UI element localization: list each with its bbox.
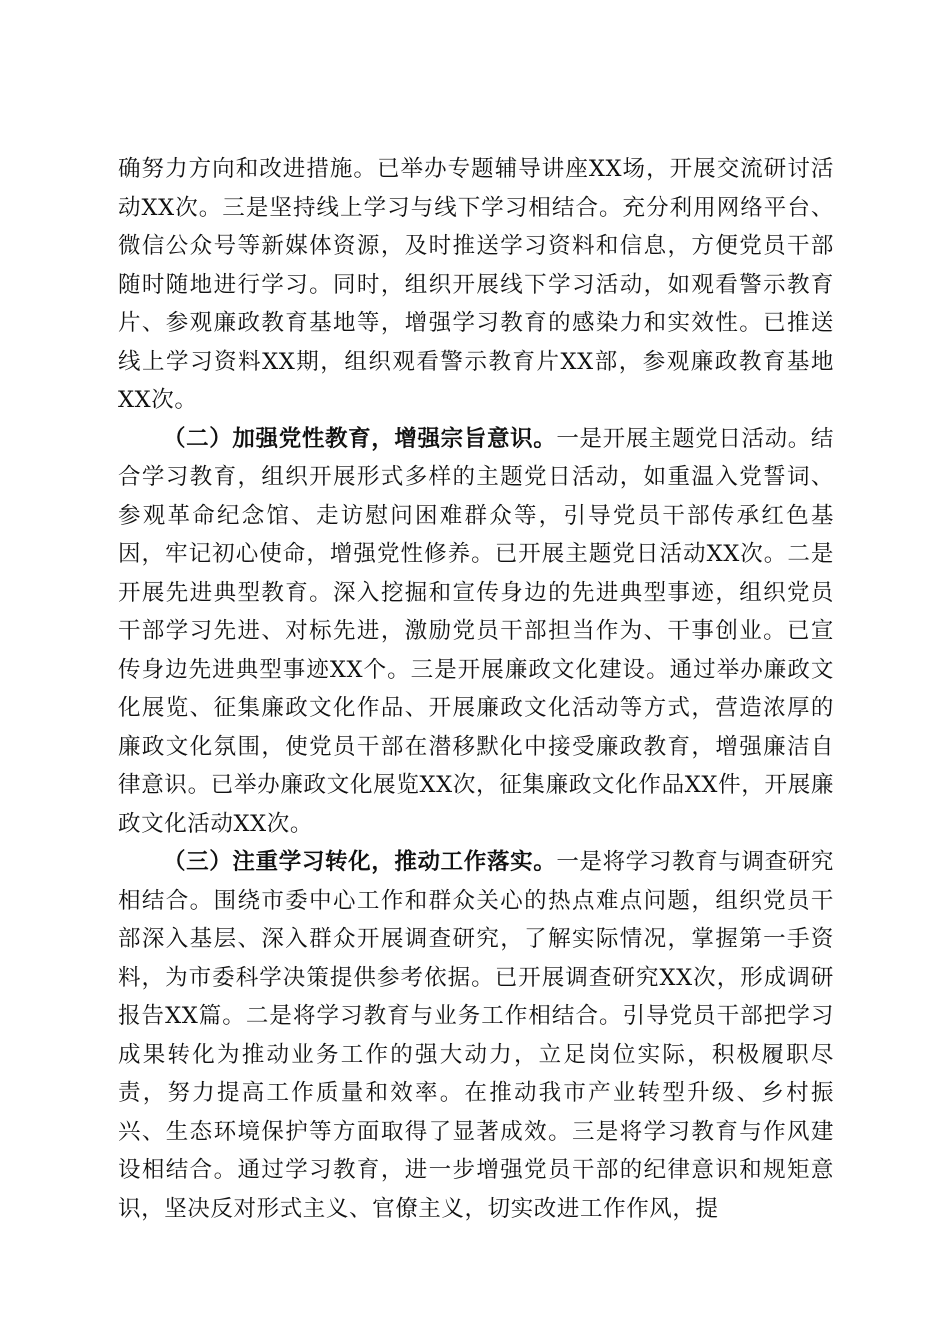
- section-heading: （三）注重学习转化，推动工作落实。: [163, 849, 557, 875]
- document-body: [118, 150, 834, 1228]
- paragraph-text: 一是将学习教育与调查研究相结合。围绕市委中心工作和群众关心的热点难点问题，组织党员干部深入基层、深入群众开展调查研究，了解实际情况，掌握第一手资料，为市委科学决策提供参考依据。已开展调查研究XX次，形成调研报告XX篇。二是将学习教育与业务工作相结合。引导党员干部把学习成果转化为推动业务工作的强大动力，立足岗位实际，积极履职尽责，努力提高工作质量和效率。在推动我市产业转型升级、乡村振兴、生态环境保护等方面取得了显著成效。三是将学习教育与作风建设相结合。通过学习教育，进一步增强党员干部的纪律意识和规矩意识，坚决反对形式主义、官僚主义，切实改进工作作风，提: [118, 849, 835, 1222]
- paragraph-section-2: [118, 420, 834, 844]
- paragraph-section-3: [118, 843, 834, 1228]
- paragraph-text: 一是开展主题党日活动。结合学习教育，组织开展形式多样的主题党日活动，如重温入党誓词、参观革命纪念馆、走访慰问困难群众等，引导党员干部传承红色基因，牢记初心使命，增强党性修养。已开展主题党日活动XX次。二是开展先进典型教育。深入挖掘和宣传身边的先进典型事迹，组织党员干部学习先进、对标先进，激励党员干部担当作为、干事创业。已宣传身边先进典型事迹XX个。三是开展廉政文化建设。通过举办廉政文化展览、征集廉政文化作品、开展廉政文化活动等方式，营造浓厚的廉政文化氛围，使党员干部在潜移默化中接受廉政教育，增强廉洁自律意识。已举办廉政文化展览XX次，征集廉政文化作品XX件，开展廉政文化活动XX次。: [118, 425, 835, 837]
- section-heading: （二）加强党性教育，增强宗旨意识。: [163, 425, 557, 452]
- paragraph-text: 确努力方向和改进措施。已举办专题辅导讲座XX场，开展交流研讨活动XX次。三是坚持线上学习与线下学习相结合。充分利用网络平台、微信公众号等新媒体资源，及时推送学习资料和信息，方便党员干部随时随地进行学习。同时，组织开展线下学习活动，如观看警示教育片、参观廉政教育基地等，增强学习教育的感染力和实效性。已推送线上学习资料XX期，组织观看警示教育片XX部，参观廉政教育基地XX次。: [118, 156, 834, 413]
- paragraph-continued: [118, 150, 834, 420]
